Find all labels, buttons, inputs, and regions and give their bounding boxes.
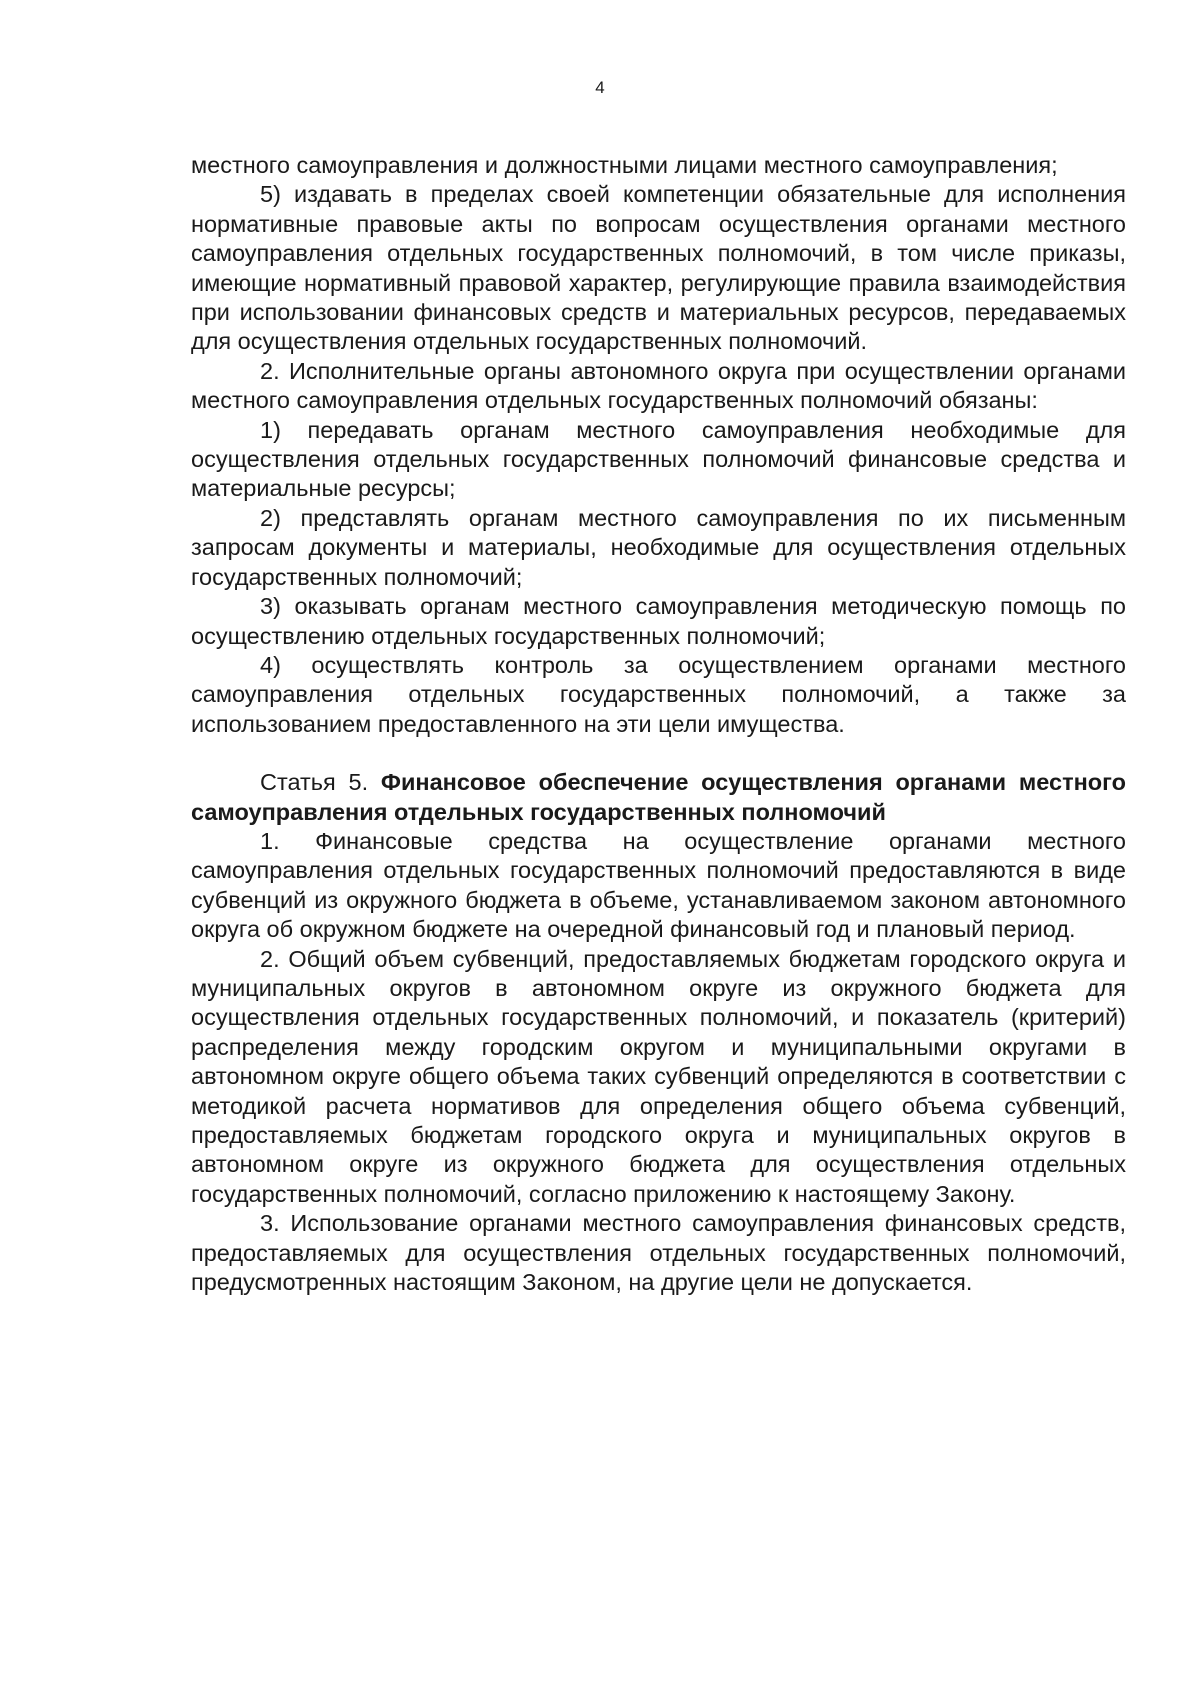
article-title: Финансовое обеспечение осуществления органами местного самоуправления отдельных государственных полномочий	[191, 769, 1126, 825]
article-paragraph-1: 1. Финансовые средства на осуществление органами местного самоуправления отдельных государственных полномочий предоставляются в виде субвенций из окружного бюджета в объеме, устанавливаемом законом автономного округа об окружном бюджете на очередной финансовый год и плановый период.	[191, 827, 1126, 943]
paragraph-item-4: 4) осуществлять контроль за осуществлением органами местного самоуправления отдельных государственных полномочий, а также за использованием предоставленного на эти цели имущества.	[191, 651, 1126, 737]
article-paragraph-3: 3. Использование органами местного самоуправления финансовых средств, предоставляемых для осуществления отдельных государственных полномочий, предусмотренных настоящим Законом, на другие цели не допускается.	[191, 1210, 1126, 1296]
paragraph-item-2: 2) представлять органам местного самоуправления по их письменным запросам документы и материалы, необходимые для осуществления отдельных государственных полномочий;	[191, 504, 1126, 590]
article-label: Статья 5.	[260, 769, 369, 796]
article-paragraph-2: 2. Общий объем субвенций, предоставляемых бюджетам городского округа и муниципальных округов в автономном округе из окружного бюджета для осуществления отдельных государственных полномочий, и показатель (критерий) распределения между городским округом и муниципальными округами в автономном округе общего объема таких субвенций определяются в соответствии с методикой расчета нормативов для определения общего объема субвенций, предоставляемых бюджетам городского округа и муниципальных округов в автономном округе из окружного бюджета для осуществления отдельных государственных полномочий, согласно приложению к настоящему Закону.	[191, 945, 1126, 1207]
paragraph-item-1: 1) передавать органам местного самоуправления необходимые для осуществления отдельных государственных полномочий финансовые средства и материальные ресурсы;	[191, 416, 1126, 502]
document-body	[191, 151, 1126, 1297]
paragraph-section-2: 2. Исполнительные органы автономного округа при осуществлении органами местного самоуправления отдельных государственных полномочий обязаны:	[191, 357, 1126, 414]
paragraph-item-3: 3) оказывать органам местного самоуправления методическую помощь по осуществлению отдельных государственных полномочий;	[191, 593, 1126, 649]
paragraph-continuation: местного самоуправления и должностными лицами местного самоуправления;	[191, 152, 1058, 178]
page-number: 4	[595, 78, 605, 97]
paragraph-item-5: 5) издавать в пределах своей компетенции обязательные для исполнения нормативные правовые акты по вопросам осуществления органами местного самоуправления отдельных государственных полномочий, в том числе приказы, имеющие нормативный правовой характер, регулирующие правила взаимодействия при использовании финансовых средств и материальных ресурсов, передаваемых для осуществления отдельных государственных полномочий.	[191, 181, 1126, 355]
article-heading	[191, 768, 1126, 827]
